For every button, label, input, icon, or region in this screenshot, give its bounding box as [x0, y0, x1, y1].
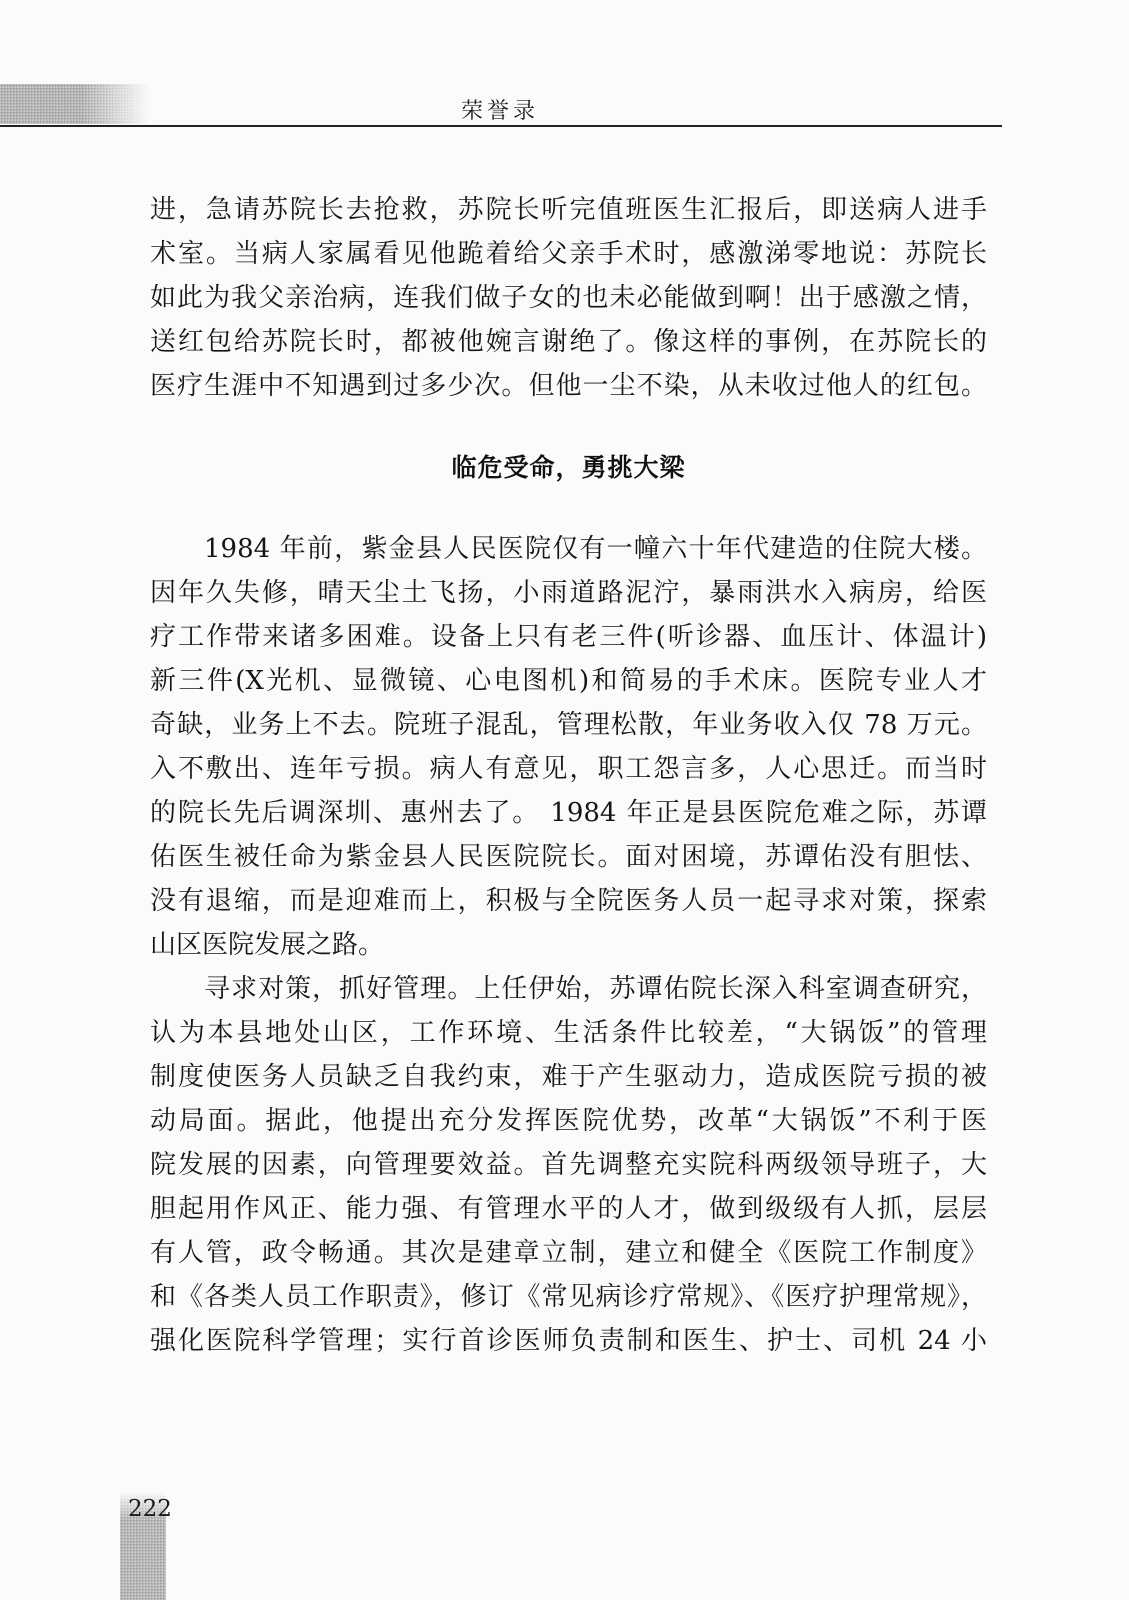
- text-line: 如此为我父亲治病，连我们做子女的也未必能做到啊！出于感激之情，: [150, 283, 987, 313]
- text-line: 医疗生涯中不知遇到过多少次。但他一尘不染，从未收过他人的红包。: [150, 371, 987, 401]
- text-line: 奇缺，业务上不去。院班子混乱，管理松散，年业务收入仅 78 万元。: [150, 710, 987, 740]
- text-line: 有人管，政令畅通。其次是建章立制，建立和健全《医院工作制度》: [150, 1238, 987, 1268]
- text-line: 因年久失修，晴天尘土飞扬，小雨道路泥泞，暴雨洪水入病房，给医: [150, 578, 987, 608]
- text-line: 疗工作带来诸多困难。设备上只有老三件(听诊器、血压计、体温计): [150, 622, 987, 652]
- text-line: 进，急请苏院长去抢救，苏院长听完值班医生汇报后，即送病人进手: [150, 195, 987, 225]
- text-line: 动局面。据此，他提出充分发挥医院优势，改革“大锅饭”不利于医: [150, 1106, 987, 1136]
- paragraph-last-line: 山区医院发展之路。: [150, 930, 385, 960]
- paragraph-first-line: 寻求对策，抓好管理。上任伊始，苏谭佑院长深入科室调查研究，: [204, 974, 987, 1004]
- text-line: 佑医生被任命为紫金县人民医院院长。面对困境，苏谭佑没有胆怯、: [150, 842, 987, 872]
- text-line: 胆起用作风正、能力强、有管理水平的人才，做到级级有人抓，层层: [150, 1194, 987, 1224]
- text-line: 强化医院科学管理；实行首诊医师负责制和医生、护士、司机 24 小: [150, 1326, 987, 1356]
- text-line: 入不敷出、连年亏损。病人有意见，职工怨言多，人心思迁。而当时: [150, 754, 987, 784]
- running-title: 荣誉录: [460, 99, 539, 124]
- header-rule: [0, 125, 1002, 127]
- text-line: 送红包给苏院长时，都被他婉言谢绝了。像这样的事例，在苏院长的: [150, 327, 987, 357]
- text-line: 新三件(X光机、显微镜、心电图机)和简易的手术床。医院专业人才: [150, 666, 987, 696]
- text-line: 制度使医务人员缺乏自我约束，难于产生驱动力，造成医院亏损的被: [150, 1062, 987, 1092]
- text-line: 没有退缩，而是迎难而上，积极与全院医务人员一起寻求对策，探索: [150, 886, 987, 916]
- text-line: 和《各类人员工作职责》，修订《常见病诊疗常规》、《医疗护理常规》，: [150, 1282, 987, 1312]
- scan-shading-top: [0, 84, 150, 124]
- paragraph-first-line: 1984 年前，紫金县人民医院仅有一幢六十年代建造的住院大楼。: [204, 534, 987, 564]
- page-number: 222: [128, 1496, 172, 1522]
- section-body: [150, 527, 987, 1363]
- text-line: 院发展的因素，向管理要效益。首先调整充实院科两级领导班子，大: [150, 1150, 987, 1180]
- text-line: 术室。当病人家属看见他跪着给父亲手术时，感激涕零地说：苏院长: [150, 239, 987, 269]
- section-heading: 临危受命，勇挑大梁: [451, 453, 686, 482]
- text-line: 认为本县地处山区，工作环境、生活条件比较差，“大锅饭”的管理: [150, 1018, 987, 1048]
- continued-paragraph: [150, 188, 987, 408]
- text-line: 的院长先后调深圳、惠州去了。 1984 年正是县医院危难之际，苏谭: [150, 798, 987, 828]
